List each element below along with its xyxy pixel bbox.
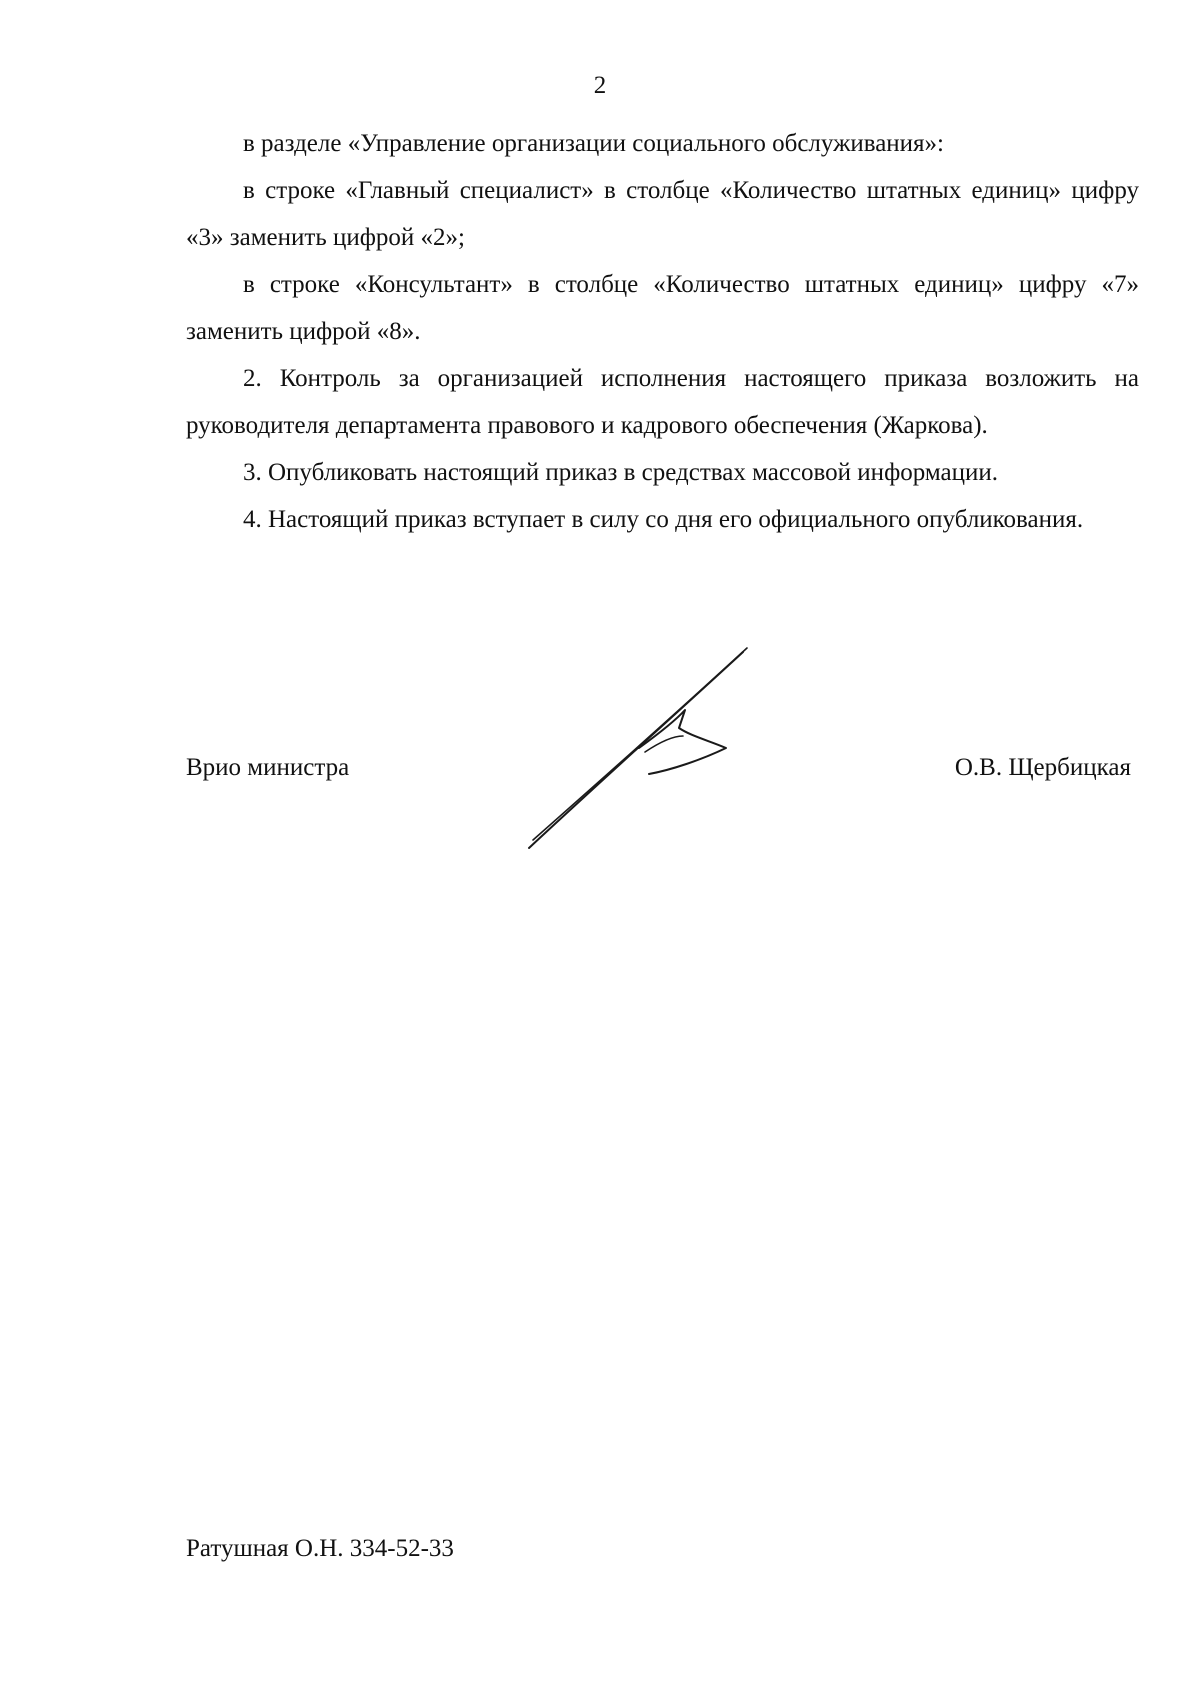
signatory-name: О.В. Щербицкая: [954, 754, 1131, 781]
paragraph-chief-specialist: в строке «Главный специалист» в столбце «Количество штатных единиц» цифру «3» заменить цифрой «2»;: [186, 177, 1139, 251]
paragraph-item-4: 4. Настоящий приказ вступает в силу со дня его официального опубликования.: [243, 506, 1084, 533]
paragraph-section-heading: в разделе «Управление организации социального обслуживания»:: [243, 130, 945, 157]
contact-line: Ратушная О.Н. 334-52-33: [186, 1535, 454, 1562]
signature-block: [186, 640, 1139, 860]
document-body: [186, 120, 1139, 543]
signatory-title: Врио министра: [186, 754, 350, 781]
page-number: 2: [593, 72, 607, 99]
paragraph-item-2: 2. Контроль за организацией исполнения настоящего приказа возложить на руководителя департамента правового и кадрового обеспечения (Жаркова).: [186, 365, 1139, 439]
handwritten-signature: [521, 640, 781, 850]
paragraph-item-3: 3. Опубликовать настоящий приказ в средствах массовой информации.: [243, 459, 999, 486]
paragraph-consultant: в строке «Консультант» в столбце «Количество штатных единиц» цифру «7» заменить цифрой «8».: [186, 271, 1139, 345]
